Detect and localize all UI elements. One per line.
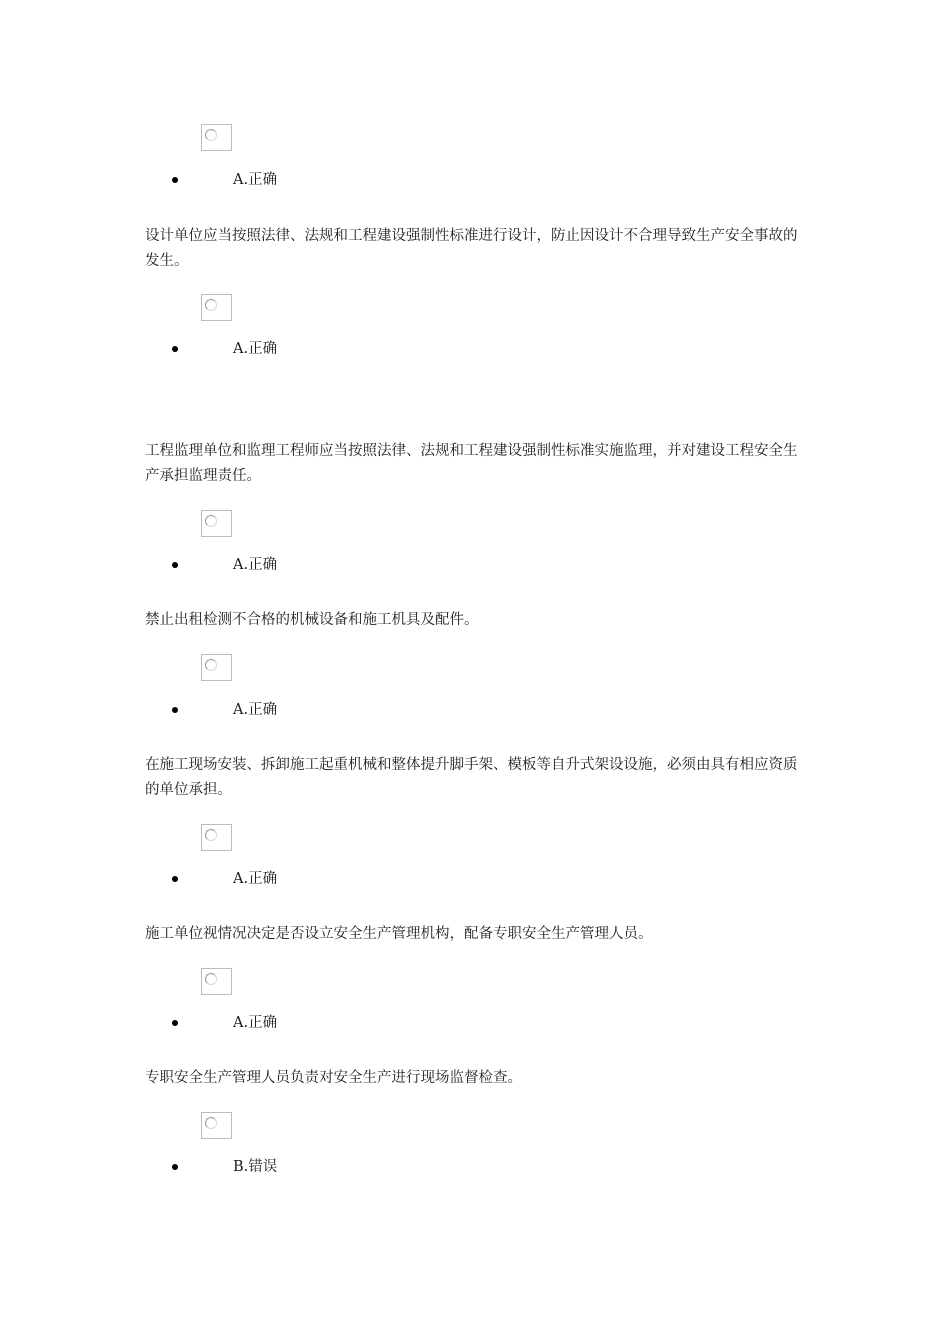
bullet-icon [172,876,178,882]
question-text: 专职安全生产管理人员负责对安全生产进行现场监督检查。 [145,1070,522,1086]
answer-text: B.错误 [233,1159,278,1175]
bullet-icon [172,1164,178,1170]
radio-option[interactable] [201,124,232,151]
question-text: 禁止出租检测不合格的机械设备和施工机具及配件。 [145,612,479,628]
answer-text: A.正确 [233,341,278,357]
radio-option[interactable] [201,294,232,321]
radio-circle-icon [205,299,217,311]
radio-circle-icon [205,973,217,985]
radio-circle-icon [205,1117,217,1129]
question-text: 设计单位应当按照法律、法规和工程建设强制性标准进行设计，防止因设计不合理导致生产安全事故的发生。 [145,228,798,269]
radio-option[interactable] [201,1112,232,1139]
answer-text: A.正确 [233,871,278,887]
radio-option[interactable] [201,968,232,995]
question-text: 工程监理单位和监理工程师应当按照法律、法规和工程建设强制性标准实施监理，并对建设工程安全生产承担监理责任。 [145,443,798,484]
radio-circle-icon [205,129,217,141]
answer-text: A.正确 [233,702,278,718]
radio-circle-icon [205,829,217,841]
answer-text: A.正确 [233,172,278,188]
answer-text: A.正确 [233,1015,278,1031]
bullet-icon [172,346,178,352]
question-text: 在施工现场安装、拆卸施工起重机械和整体提升脚手架、模板等自升式架设设施，必须由具有相应资质的单位承担。 [145,757,798,798]
radio-option[interactable] [201,654,232,681]
radio-option[interactable] [201,510,232,537]
radio-option[interactable] [201,824,232,851]
radio-circle-icon [205,659,217,671]
answer-text: A.正确 [233,557,278,573]
bullet-icon [172,1020,178,1026]
radio-circle-icon [205,515,217,527]
question-text: 施工单位视情况决定是否设立安全生产管理机构，配备专职安全生产管理人员。 [145,926,653,942]
bullet-icon [172,177,178,183]
bullet-icon [172,562,178,568]
bullet-icon [172,707,178,713]
